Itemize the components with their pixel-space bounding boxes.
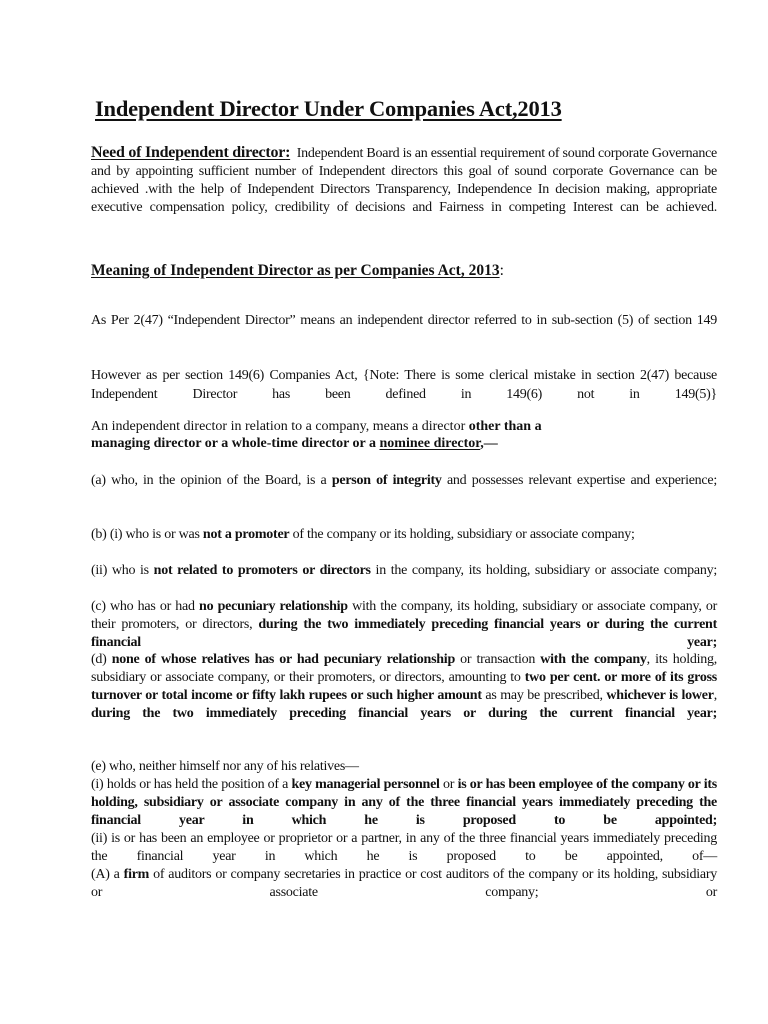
- clause-d: (d) none of whose relatives has or had pecuniary relationship or transaction with the company, its holding, subsidiary or associate company, or their promoters, or directors, amounting to two per cent. or more of its gross turnover or total income or fifty lakh rupees or such higher amount as may be prescribed, whichever is lower, during the two immediately preceding financial years or during the current financial year;: [91, 652, 717, 721]
- clause-e: (e) who, neither himself nor any of his relatives—: [91, 759, 359, 774]
- clause-b-ii: (ii) who is not related to promoters or directors in the company, its holding, subsidiary or associate company;: [91, 563, 717, 578]
- clause-e-ii-A: (A) a firm of auditors or company secretaries in practice or cost auditors of the company or its holding, subsidiary or associate company; or: [91, 867, 717, 900]
- clause-e-i: (i) holds or has held the position of a key managerial personnel or is or has been employee of the company or its holding, subsidiary or associate company in any of the three financial years immediately preceding the financial year in which he is proposed to be appointed;: [91, 777, 717, 828]
- note-paragraph: However as per section 149(6) Companies Act, {Note: There is some clerical mistake in section 2(47) because Independent Director has been defined in 149(6) not in 149(5)}: [91, 368, 717, 402]
- clause-e-ii: (ii) is or has been an employee or proprietor or a partner, in any of the three financial years immediately preceding the financial year in which he is proposed to be appointed, of—: [91, 831, 717, 864]
- meaning-heading: Meaning of Independent Director as per Companies Act, 2013:: [91, 262, 504, 279]
- page-title: Independent Director Under Companies Act,2013: [95, 96, 562, 121]
- independent-director-paragraph: An independent director in relation to a company, means a director other than a managing director or a whole-time director or a nominee director,—: [91, 419, 542, 451]
- need-paragraph: [91, 144, 717, 235]
- need-text: Independent Board is an essential requirement of sound corporate Governance and by appointing sufficient number of Independent directors this goal of sound corporate Governance can be achieved .with the help of Independent Directors Transparency, Independence In decision making, appropriate executive compensation policy, credibility of decisions and Fairness in competing Interest can be achieved.: [91, 146, 717, 215]
- clause-b-i: (b) (i) who is or was not a promoter of the company or its holding, subsidiary or associate company;: [91, 527, 635, 542]
- clause-c: (c) who has or had no pecuniary relationship with the company, its holding, subsidiary or associate company, or their promoters, or directors, during the two immediately preceding financial years or during the current financial year;: [91, 599, 718, 650]
- definition-paragraph: As Per 2(47) “Independent Director” means an independent director referred to in sub-section (5) of section 149: [91, 313, 717, 328]
- need-heading: Need of Independent director:: [91, 144, 291, 161]
- clause-a: (a) who, in the opinion of the Board, is a person of integrity and possesses relevant expertise and experience;: [91, 473, 717, 488]
